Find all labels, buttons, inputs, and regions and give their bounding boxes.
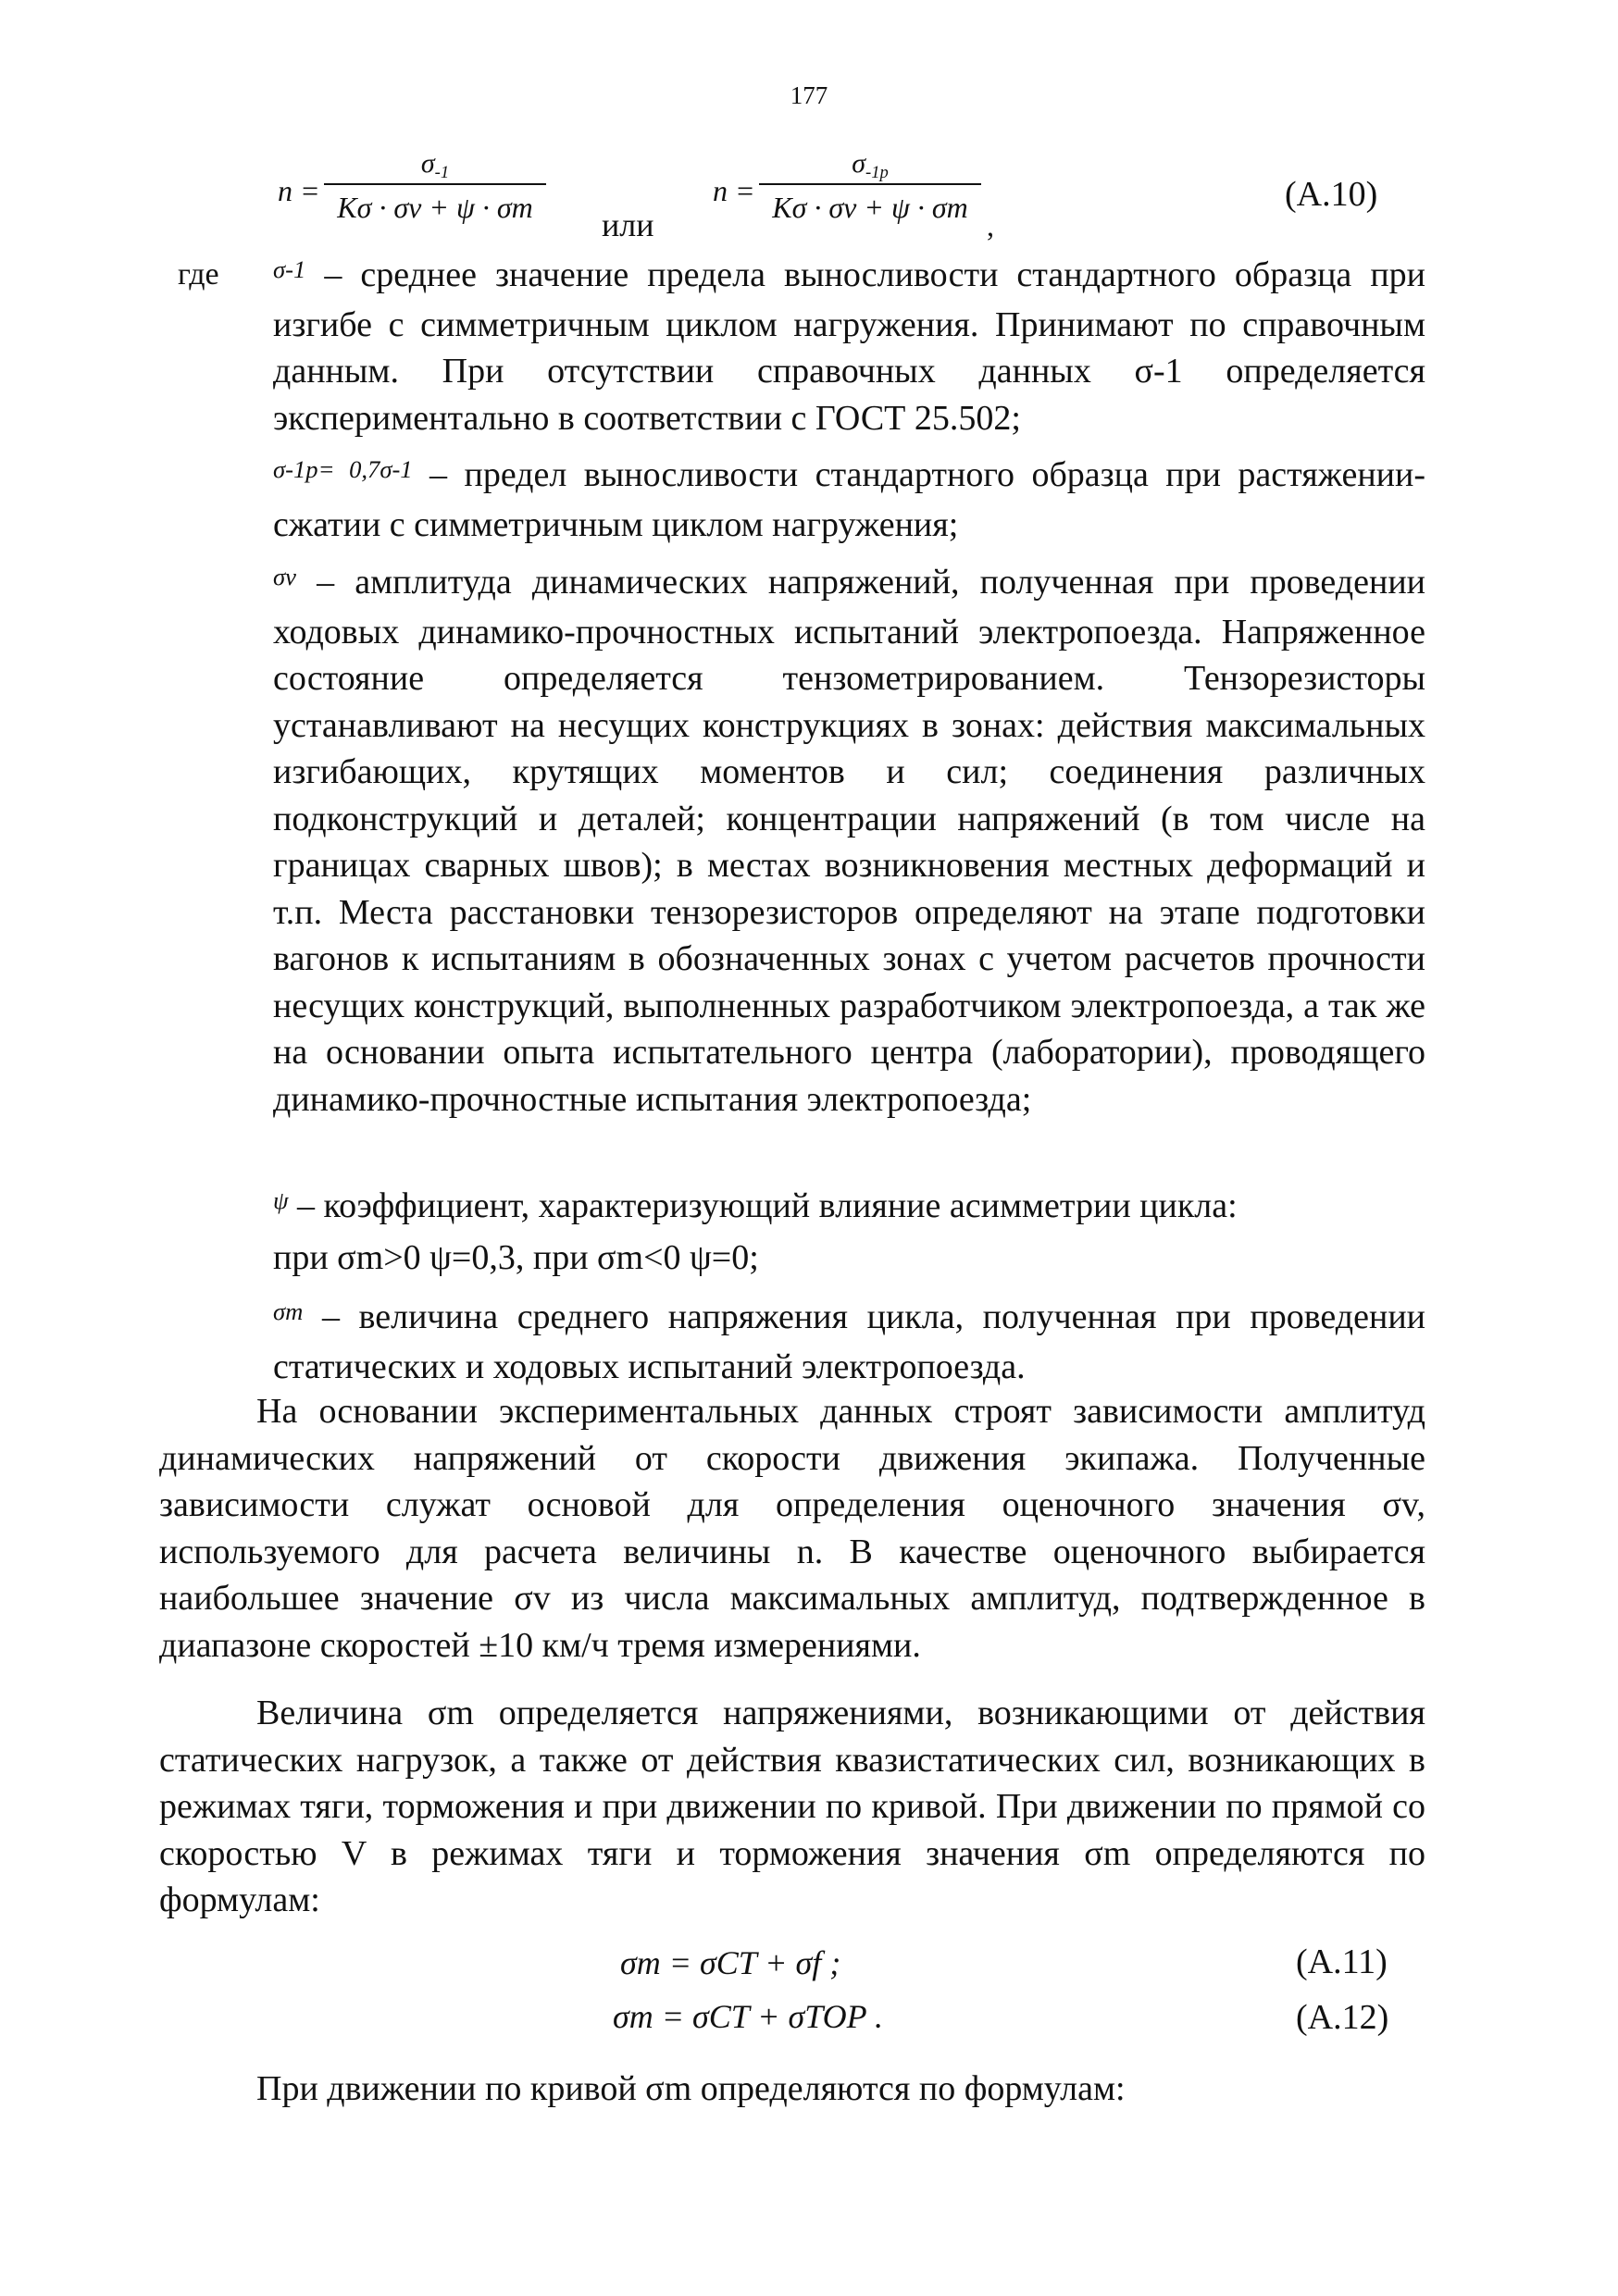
formula-lhs-2: n = — [713, 174, 755, 207]
definition-sigma-m — [273, 1294, 1425, 1390]
page-number: 177 — [790, 81, 828, 109]
fraction-2-numerator: $\sigma_{-1p}$ — [852, 148, 889, 182]
equation-number-a11: (А.11) — [1296, 1942, 1388, 1981]
fraction-2-denominator: Kσ · σv + ψ · σm — [759, 183, 981, 225]
definition-psi — [273, 1183, 1425, 1233]
symbol-sigma-m: σm — [273, 1297, 304, 1325]
symbol-sigma-v: σv — [273, 562, 296, 590]
or-word: или — [602, 206, 654, 243]
fraction-1-numerator: $\sigma_{-1}$ — [420, 148, 450, 182]
definition-sigma-minus-1 — [273, 252, 1425, 441]
symbol-psi: ψ — [273, 1185, 289, 1214]
formula-trailing-comma: , — [987, 209, 994, 242]
fraction-2 — [759, 148, 981, 225]
where-label: где — [178, 257, 219, 292]
definition-sigma-minus-1p — [273, 452, 1425, 548]
formula-a11: σm = σCT + σf ; — [620, 1944, 841, 1981]
definition-sigma-v — [273, 559, 1425, 1123]
fraction-1 — [324, 148, 546, 225]
symbol-sigma-minus-1: σ-1 — [273, 254, 306, 283]
definition-text: – амплитуда динамических напряжений, полученная при проведении ходовых динамико-прочностных испытаний электропоезда. Напряженное состояние определяется тензометрированием. Тензорезисторы устанавливают на несущих конструкциях в зонах: действия максимальных изгибающих, крутящих моментов и сил; соединения различных подконструкций и деталей; концентрации напряжений (в том числе на границах сварных швов); в местах возникновения местных деформаций и т.п. Места расстановки тензорезисторов определяют на этапе подготовки вагонов к испытаниям в обозначенных зонах с учетом расчетов прочности несущих конструкций, выполненных разработчиком электропоезда, а так же на основании опыта испытательного центра (лаборатории), проводящего динамико-прочностные испытания электропоезда; — [273, 563, 1426, 1119]
equation-number-a12: (А.12) — [1296, 1998, 1389, 2037]
fraction-1-denominator: Kσ · σv + ψ · σm — [324, 183, 546, 225]
formula-a12: σm = σCT + σTOP . — [613, 1998, 883, 2035]
symbol-sigma-minus-1p: σ-1p= 0,7σ-1 — [273, 454, 413, 483]
equation-number-a10: (А.10) — [1285, 175, 1378, 214]
closing-line: При движении по кривой σm определяются по формулам: — [256, 2069, 1126, 2108]
psi-condition: при σm>0 ψ=0,3, при σm<0 ψ=0; — [273, 1238, 759, 1277]
definition-text: – коэффициент, характеризующий влияние асимметрии цикла: — [297, 1186, 1238, 1225]
paragraph-2: Величина σm определяется напряжениями, возникающими от действия статических нагрузок, а также от действия квазистатических сил, возникающих в режимах тяги, торможения и при движении по кривой. При движении по прямой со скоростью V в режимах тяги и торможения значения σm определяются по формулам: — [159, 1694, 1425, 1919]
formula-lhs-1: n = — [278, 174, 320, 207]
definition-text: – величина среднего напряжения цикла, полученная при проведении статических и ходовых испытаний электропоезда. — [273, 1297, 1425, 1386]
paragraph-1: На основании экспериментальных данных строят зависимости амплитуд динамических напряжений от скорости движения экипажа. Полученные зависимости служат основой для определения оценочного значения σv, используемого для расчета величины n. В качестве оценочного выбирается наибольшее значение σv из числа максимальных амплитуд, подтвержденное в диапазоне скоростей ±10 км/ч тремя измерениями. — [159, 1392, 1425, 1665]
definition-text: – предел выносливости стандартного образца при растяжении-сжатии с симметричным циклом нагружения; — [273, 455, 1425, 544]
definition-text: – среднее значение предела выносливости стандартного образца при изгибе с симметричным циклом нагружения. Принимают по справочным данным. При отсутствии справочных данных σ-1 определяется экспериментально в соответствии с ГОСТ 25.502; — [273, 255, 1426, 438]
